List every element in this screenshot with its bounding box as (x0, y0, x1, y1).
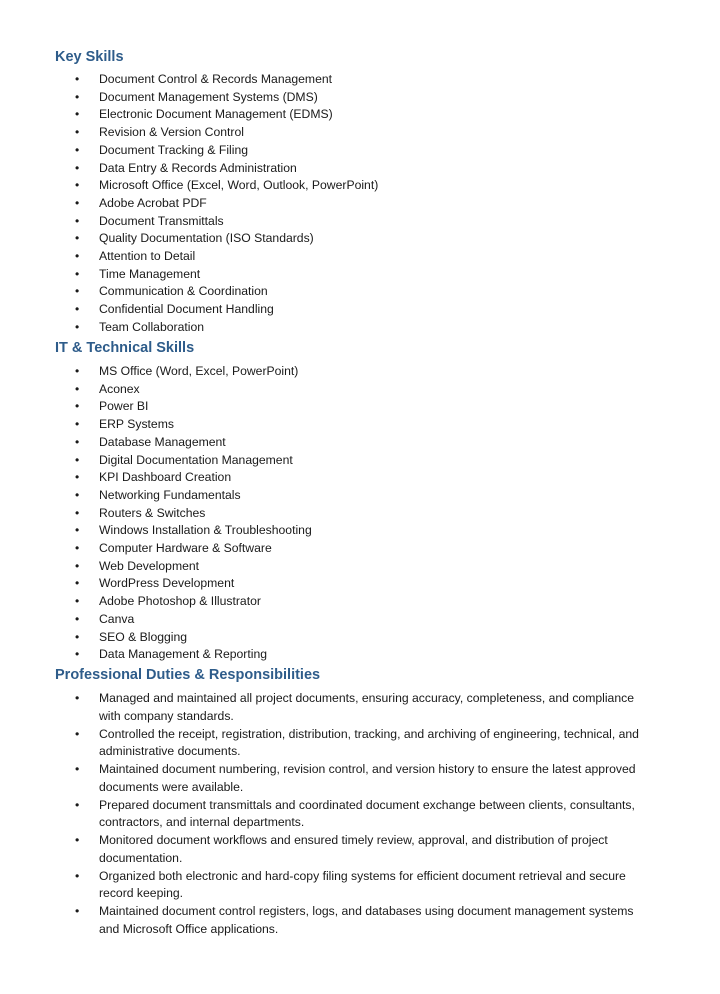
duty-item (55, 690, 639, 725)
bullet-icon: • (75, 434, 80, 449)
bullet-icon: • (75, 487, 80, 502)
it-skill-item (55, 434, 655, 452)
bullet-icon: • (75, 470, 80, 485)
it-skill-item-text: MS Office (Word, Excel, PowerPoint) (99, 364, 299, 378)
bullet-icon: • (75, 89, 80, 104)
bullet-icon: • (75, 452, 80, 467)
bullet-icon: • (75, 142, 80, 157)
duty-item-text: Monitored document workflows and ensured timely review, approval, and distribution of project documentation. (99, 833, 608, 865)
it-skill-item (55, 398, 655, 416)
it-skill-item (55, 558, 655, 576)
it-skill-item-text: SEO & Blogging (99, 629, 188, 644)
duty-item-text: Maintained document numbering, revision control, and version history to ensure the latest approved documents were available. (99, 762, 636, 794)
duty-item (55, 903, 639, 938)
key-skill-item (55, 71, 655, 89)
key-skill-item (55, 213, 655, 231)
bullet-icon: • (75, 611, 80, 626)
bullet-icon: • (75, 797, 80, 812)
key-skill-item-text: Confidential Document Handling (99, 302, 274, 317)
key-skill-item-text: Document Tracking & Filing (99, 142, 249, 157)
bullet-icon: • (75, 647, 80, 662)
bullet-icon: • (75, 319, 80, 334)
key-skill-item-text: Document Control & Records Management (99, 72, 333, 86)
it-skills-section (55, 339, 655, 664)
it-skill-item-text: Web Development (99, 558, 200, 573)
bullet-icon: • (75, 868, 80, 883)
bullet-icon: • (75, 213, 80, 228)
key-skills-heading: Key Skills (55, 49, 124, 65)
key-skill-item-text: Attention to Detail (99, 249, 196, 264)
key-skill-item-text: Adobe Acrobat PDF (99, 195, 207, 210)
duty-item (55, 832, 639, 867)
bullet-icon: • (75, 399, 80, 414)
it-skill-item-text: Aconex (99, 381, 140, 396)
it-skill-item (55, 487, 655, 505)
it-skill-item (55, 469, 655, 487)
bullet-icon: • (75, 249, 80, 264)
key-skill-item (55, 160, 655, 178)
bullet-icon: • (75, 195, 80, 210)
duty-item-text: Controlled the receipt, registration, distribution, tracking, and archiving of engineering, technical, and administrative documents. (99, 726, 639, 758)
it-skill-item (55, 629, 655, 647)
it-skill-item (55, 363, 655, 381)
bullet-icon: • (75, 505, 80, 520)
bullet-icon: • (75, 178, 80, 193)
key-skill-item (55, 266, 655, 284)
duty-item (55, 761, 639, 796)
it-skill-item (55, 522, 655, 540)
it-skill-item-text: Adobe Photoshop & Illustrator (99, 594, 261, 609)
bullet-icon: • (75, 523, 80, 538)
it-skill-item (55, 611, 655, 629)
it-skills-list (55, 363, 655, 664)
key-skill-item (55, 177, 655, 195)
key-skill-item (55, 106, 655, 124)
it-skill-item (55, 646, 655, 664)
duty-item (55, 868, 639, 903)
key-skills-section (55, 48, 655, 337)
it-skill-item (55, 452, 655, 470)
bullet-icon: • (75, 364, 80, 378)
it-skill-item (55, 593, 655, 611)
duty-item-text: Prepared document transmittals and coordinated document exchange between clients, consultants, contractors, and internal departments. (99, 797, 635, 829)
bullet-icon: • (75, 284, 80, 299)
key-skill-item-text: Team Collaboration (99, 319, 205, 334)
it-skills-heading: IT & Technical Skills (55, 340, 195, 356)
key-skill-item (55, 319, 655, 337)
it-skill-item (55, 505, 655, 523)
it-skill-item-text: Networking Fundamentals (99, 487, 241, 502)
duties-heading: Professional Duties & Responsibilities (55, 667, 321, 683)
it-skill-item-text: Database Management (99, 434, 226, 449)
bullet-icon: • (75, 231, 80, 246)
it-skill-item-text: Canva (99, 611, 135, 626)
key-skill-item (55, 142, 655, 160)
it-skill-item (55, 575, 655, 593)
key-skill-item (55, 124, 655, 142)
key-skill-item-text: Quality Documentation (ISO Standards) (99, 231, 314, 246)
it-skill-item-text: KPI Dashboard Creation (99, 470, 232, 485)
bullet-icon: • (75, 833, 80, 847)
key-skill-item-text: Electronic Document Management (EDMS) (99, 107, 333, 122)
bullet-icon: • (75, 417, 80, 432)
bullet-icon: • (75, 266, 80, 281)
key-skill-item (55, 301, 655, 319)
key-skill-item-text: Communication & Coordination (99, 284, 268, 299)
bullet-icon: • (75, 691, 80, 705)
key-skill-item (55, 248, 655, 266)
it-skill-item-text: Power BI (99, 399, 149, 414)
key-skill-item-text: Revision & Version Control (99, 125, 244, 140)
bullet-icon: • (75, 302, 80, 317)
it-skill-item-text: Digital Documentation Management (99, 452, 293, 467)
bullet-icon: • (75, 726, 80, 741)
key-skill-item-text: Time Management (99, 266, 201, 281)
bullet-icon: • (75, 904, 80, 918)
it-skill-item-text: Routers & Switches (99, 505, 206, 520)
duty-item-text: Managed and maintained all project documents, ensuring accuracy, completeness, and compliance with company standards. (99, 691, 634, 723)
bullet-icon: • (75, 125, 80, 140)
bullet-icon: • (75, 629, 80, 644)
bullet-icon: • (75, 107, 80, 122)
duty-item-text: Maintained document control registers, logs, and databases using document management systems and Microsoft Office applications. (99, 904, 634, 936)
it-skill-item-text: ERP Systems (99, 417, 174, 432)
key-skill-item-text: Document Management Systems (DMS) (99, 89, 318, 104)
bullet-icon: • (75, 762, 80, 776)
it-skill-item-text: Data Management & Reporting (99, 647, 268, 662)
it-skill-item (55, 416, 655, 434)
bullet-icon: • (75, 381, 80, 396)
duty-item (55, 726, 639, 761)
duties-list (55, 690, 655, 938)
bullet-icon: • (75, 576, 80, 591)
key-skill-item-text: Document Transmittals (99, 213, 224, 228)
duties-section (55, 666, 655, 939)
key-skill-item (55, 230, 655, 248)
it-skill-item (55, 381, 655, 399)
duty-item (55, 797, 639, 832)
it-skill-item-text: Windows Installation & Troubleshooting (99, 523, 312, 538)
it-skill-item (55, 540, 655, 558)
bullet-icon: • (75, 160, 80, 175)
bullet-icon: • (75, 594, 80, 609)
duty-item-text: Organized both electronic and hard-copy filing systems for efficient document retrieval and secure record keeping. (99, 868, 626, 900)
key-skill-item-text: Data Entry & Records Administration (99, 160, 297, 175)
it-skill-item-text: Computer Hardware & Software (99, 541, 272, 556)
bullet-icon: • (75, 558, 80, 573)
bullet-icon: • (75, 541, 80, 556)
key-skill-item (55, 89, 655, 107)
key-skills-list (55, 71, 655, 337)
key-skill-item (55, 283, 655, 301)
key-skill-item (55, 195, 655, 213)
key-skill-item-text: Microsoft Office (Excel, Word, Outlook, PowerPoint) (99, 178, 379, 193)
it-skill-item-text: WordPress Development (99, 576, 235, 591)
bullet-icon: • (75, 72, 80, 86)
